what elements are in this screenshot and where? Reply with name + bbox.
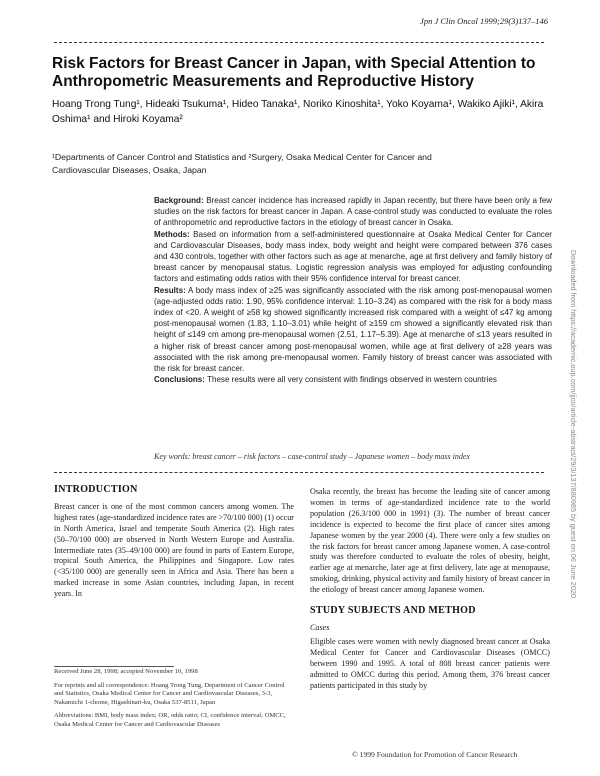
journal-reference: Jpn J Clin Oncol 1999;29(3)137–146 xyxy=(420,16,548,26)
abstract-results xyxy=(154,285,552,375)
introduction-text: Breast cancer is one of the most common cancers among women. The highest rates (age-standardized incidence rates are >70/100 000) (1) occur in North America, Israel and temperate South America (2). High rates (50–70/100 000) are observed in North Western Europe and Australia. Intermediate rates (35–49/100 000) are found in parts of Eastern Europe, tropical South America, the Philippines and Singapore. Low rates (<35/100 000) are generally seen in Africa and Asia. There has been a marked increase in some Asian countries, including Japan, in recent years. In xyxy=(54,501,294,599)
reprint-correspondence: For reprints and all correspondence: Hoang Trong Tung, Department of Cancer Control and Statistics, Osaka Medical Center for Cancer and Cardiovascular Diseases, 3-3, Nakamichi 1-chome, Higashinari-ku, Osaka 537-8511, Japan xyxy=(54,681,285,706)
abstract xyxy=(154,195,552,385)
abstract-results-text: A body mass index of ≥25 was significantly associated with the risk among post-menopausal women (age-adjusted odds ratio: 1.90, 95% confidence interval: 1.10–3.24) as compared with the risk for a body mass index of <20. A weight of ≥58 kg showed significantly increased risk compared with a weight of ≤47 kg among post-menopausal women (1.83, 1.10–3.01) while height of ≥159 cm showed a significantly elevated risk than height of ≤149 cm among pre-menopausal women (2.51, 1.17–5.39). Age at menarche of ≤13 years resulted in a higher risk of breast cancer among post-menopausal women, while age at first delivery of ≥28 years was associated with the risk among pre-menopausal women. Family history of breast cancer was associated with the risk for breast cancer. xyxy=(154,285,552,374)
download-watermark: Downloaded from https://academic.oup.com/jjco/article-abstract/29/3/137/880985 by guest on 06 June 2020 xyxy=(569,250,578,599)
author-affiliations: ¹Departments of Cancer Control and Statistics and ²Surgery, Osaka Medical Center for Cancer and Cardiovascular Diseases, Osaka, Japan xyxy=(52,152,432,175)
received-date: Received June 28, 1998; accepted November 10, 1998 xyxy=(54,668,198,675)
footnote-divider xyxy=(54,666,174,667)
abstract-background-text: Breast cancer incidence has increased rapidly in Japan recently, but there have been only a few studies on the risk factors for breast cancer in Japan. A case-control study was conducted to evaluate the roles of anthropometric and reproductive factors in the etiology of breast cancer in Osaka. xyxy=(154,196,552,228)
abstract-conclusions-text: These results were all very consistent with findings observed in western countries xyxy=(207,375,497,385)
right-column xyxy=(310,487,550,691)
methods-heading: STUDY SUBJECTS AND METHOD xyxy=(310,605,476,617)
abstract-background-heading: Background: xyxy=(154,196,204,205)
introduction-continued: Osaka recently, the breast has become the leading site of cancer among women in terms of age-standardized incidence rate to the world population (26.3/100 000 in 1991) (3). The number of breast cancer incidence is expected to become the first place of cancer sites among Japanese women by the year 2000 (4). There were only a few studies on the risk factors for breast cancer among Japanese women. A case-control study was therefore conducted to evaluate the roles of obesity, height, earlier age at menarche, later age at first delivery, late age at menopause, smoking, drinking, physical activity and family history of breast cancer in the etiology of breast cancer among Japanese women. xyxy=(310,487,550,595)
abstract-methods-heading: Methods: xyxy=(154,229,190,239)
author-list: Hoang Trong Tung¹, Hideaki Tsukuma¹, Hideo Tanaka¹, Noriko Kinoshita¹, Yoko Koyama¹, Wakiko Ajiki¹, Akira Oshima¹ and Hiroki Koyama² xyxy=(52,99,544,125)
abstract-conclusions-heading: Conclusions: xyxy=(154,375,205,385)
abstract-background xyxy=(154,195,552,229)
header-divider xyxy=(54,42,544,43)
introduction-heading: INTRODUCTION xyxy=(54,484,138,495)
cases-subheading: Cases xyxy=(310,622,330,632)
abstract-results-heading: Results: xyxy=(154,285,186,295)
abstract-methods-text: Based on information from a self-administered questionnaire at Osaka Medical Center for Cancer and Cardiovascular Diseases, body mass index, body weight and height were compared between 376 cases and 430 controls, together with other factors such as age at menarche, age at first delivery and family history of breast cancer by menopausal status. Logistic regression analysis was employed for adjusting confounding factors and estimating odds ratios with their 95% confidence interval for breast cancer. xyxy=(154,229,552,284)
footnotes xyxy=(54,668,294,735)
abstract-conclusions xyxy=(154,374,552,385)
abstract-divider xyxy=(54,472,544,473)
abbreviations: Abbreviations: BMI, body mass index; OR, odds ratio; CI, confidence interval; OMCC, Osaka Medical Center for Cancer and Cardiovascular Diseases xyxy=(54,712,286,728)
abstract-methods xyxy=(154,229,552,285)
cases-text: Eligible cases were women with newly diagnosed breast cancer at Osaka Medical Center for Cancer and Cardiovascular Diseases (OMCC) between 1990 and 1995. A total of 808 breast cancer patients were admitted to OMCC during this period. Among them, 376 breast cancer patients participated in this study by xyxy=(310,636,550,690)
copyright-notice: © 1999 Foundation for Promotion of Cancer Research xyxy=(352,750,518,759)
keywords: Key words: breast cancer – risk factors – case-control study – Japanese women – body mass index xyxy=(154,452,470,461)
article-title: Risk Factors for Breast Cancer in Japan, with Special Attention to Anthropometric Measurements and Reproductive History xyxy=(52,55,536,90)
left-column xyxy=(54,485,294,600)
